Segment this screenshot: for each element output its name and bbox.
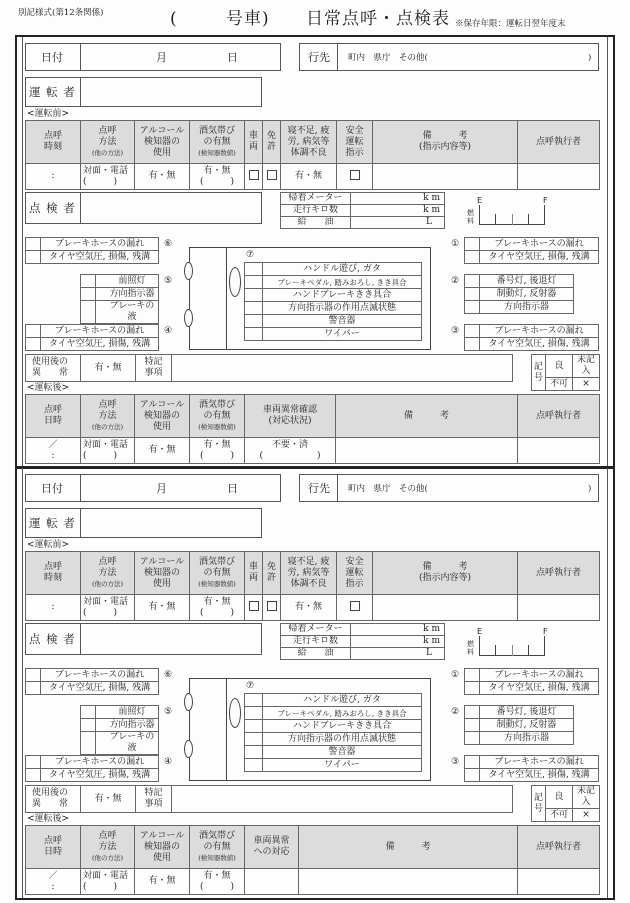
check-item: ブレーキペダル, 踏みおろし, きき具合 xyxy=(263,707,422,720)
header-alcohol: アルコール 検知器の 使用 xyxy=(135,552,190,595)
header-drink: 酒気帯び の有無 (検知器数値) xyxy=(190,121,245,164)
date-label: 日付 xyxy=(41,482,63,495)
fuel-label: 燃 料 xyxy=(467,640,474,656)
check-item: 方向指示器の作用点滅状態 xyxy=(263,302,422,315)
meter-return-value[interactable]: k m xyxy=(351,624,445,636)
header-vehicle: 車 両 xyxy=(245,552,263,595)
check-box[interactable] xyxy=(465,325,480,338)
after-driving-table xyxy=(25,825,600,895)
check-item: ブレーキの液 xyxy=(96,301,159,324)
legend-title: 記 号 xyxy=(532,786,546,822)
check-item: ブレーキペダル, 踏みおろし, きき具合 xyxy=(263,276,422,289)
check-item: 番号灯, 後退灯 xyxy=(480,275,574,288)
group-number-5: ⑤ xyxy=(164,707,173,717)
check-box[interactable] xyxy=(81,719,96,732)
drink-cell[interactable]: 有・無 ( ) xyxy=(190,595,245,621)
check-box[interactable] xyxy=(465,288,480,301)
steering-wheel-icon xyxy=(229,267,241,297)
check-item: タイヤ空気圧, 損傷, 残溝 xyxy=(480,682,599,695)
header-remarks: 備 考 (指示内容等) xyxy=(373,121,518,164)
check-box[interactable] xyxy=(26,682,41,695)
check-item: ハンドル遊び, ガタ xyxy=(263,694,422,707)
remarks-cell[interactable] xyxy=(373,164,518,190)
check-box[interactable] xyxy=(26,769,41,782)
driver-label: 運 転 者 xyxy=(29,516,76,530)
check-group-7 xyxy=(244,693,422,772)
check-item: タイヤ空気圧, 損傷, 残溝 xyxy=(41,769,159,782)
symbol-legend xyxy=(531,785,600,822)
before-driving-label: <運転前> xyxy=(27,540,70,550)
fuel-full-label: F xyxy=(543,196,548,205)
executor-cell[interactable] xyxy=(518,164,600,190)
header-time: 点呼 日時 xyxy=(26,395,81,438)
legend-x: × xyxy=(573,809,600,822)
check-box[interactable] xyxy=(465,706,480,719)
license-checkbox[interactable] xyxy=(263,595,281,621)
check-box[interactable] xyxy=(245,746,263,759)
check-box[interactable] xyxy=(465,669,480,682)
health-cell[interactable]: 有・無 xyxy=(281,164,337,190)
fuel-gauge[interactable] xyxy=(467,627,559,660)
after-use-label: 使用後の 異 常 xyxy=(26,355,81,382)
header-alcohol: アルコール 検知器の 使用 xyxy=(135,826,190,869)
check-item: ブレーキホースの漏れ xyxy=(41,238,159,251)
group-number-2: ② xyxy=(451,276,460,286)
title-open-paren: ( xyxy=(170,9,178,29)
check-box[interactable] xyxy=(26,238,41,251)
check-box[interactable] xyxy=(26,338,41,351)
check-item: ハンドブレーキきき具合 xyxy=(263,289,422,302)
time-cell[interactable]: ／ : xyxy=(26,869,81,895)
destination-label: 行先 xyxy=(308,482,330,495)
special-notes-field[interactable] xyxy=(172,786,513,813)
check-item: タイヤ空気圧, 損傷, 残溝 xyxy=(41,338,159,351)
method-cell[interactable]: 対面・電話 ( ) xyxy=(81,164,135,190)
meter-distance-value[interactable]: k m xyxy=(351,636,445,648)
check-box[interactable] xyxy=(26,325,41,338)
check-box[interactable] xyxy=(465,275,480,288)
check-group-5 xyxy=(80,705,159,755)
header-executor: 点呼執行者 xyxy=(518,552,600,595)
check-box[interactable] xyxy=(81,288,96,301)
inspector-field[interactable] xyxy=(25,623,262,655)
method-cell[interactable]: 対面・電話 ( ) xyxy=(81,595,135,621)
driver-field[interactable] xyxy=(25,77,262,107)
meter-table xyxy=(280,192,445,229)
destination-options: 町内 県庁 その他( xyxy=(348,53,428,63)
check-item: タイヤ空気圧, 損傷, 残溝 xyxy=(480,769,599,782)
destination-field[interactable] xyxy=(299,43,599,71)
destination-options: 町内 県庁 その他( xyxy=(348,484,428,494)
alcohol-cell[interactable]: 有・無 xyxy=(135,595,190,621)
legend-bad: 不可 xyxy=(546,809,573,822)
wheel-icon xyxy=(184,740,193,758)
header-method: 点呼 方法 (他の方法) xyxy=(81,826,135,869)
inspection-form-2 xyxy=(15,466,615,900)
check-box[interactable] xyxy=(245,733,263,746)
page-title: 日常点呼・点検表 xyxy=(306,9,450,29)
special-notes-label: 特記 事項 xyxy=(136,355,172,382)
remarks-cell[interactable] xyxy=(299,869,518,895)
check-item: ハンドブレーキきき具合 xyxy=(263,720,422,733)
header-time: 点呼 時刻 xyxy=(26,121,81,164)
check-item: 警音器 xyxy=(263,746,422,759)
check-item: 番号灯, 後退灯 xyxy=(480,706,574,719)
time-cell[interactable]: : xyxy=(26,595,81,621)
check-item: 前照灯 xyxy=(96,275,159,288)
destination-close: ) xyxy=(588,484,592,494)
fuel-gauge[interactable] xyxy=(467,196,559,229)
after-use-table xyxy=(25,785,513,813)
check-box[interactable] xyxy=(245,720,263,733)
check-box[interactable] xyxy=(465,769,480,782)
wheel-icon xyxy=(184,309,193,327)
meter-fuel-value[interactable]: L xyxy=(351,217,445,229)
vehicle-check-cell[interactable]: 不要・済 ( ) xyxy=(245,438,336,464)
check-group-1 xyxy=(464,237,599,264)
date-field[interactable] xyxy=(25,474,281,502)
meter-fuel-label: 給 油 xyxy=(281,648,351,660)
check-item: ワイパー xyxy=(263,759,422,772)
check-box[interactable] xyxy=(245,276,263,289)
check-box[interactable] xyxy=(81,275,96,288)
title-car-number: 号車) xyxy=(226,9,270,29)
meter-distance-label: 走行キロ数 xyxy=(281,636,351,648)
meter-return-label: 帰着メーター xyxy=(281,193,351,205)
meter-fuel-label: 給 油 xyxy=(281,217,351,229)
date-field[interactable] xyxy=(25,43,281,71)
day-label: 日 xyxy=(227,482,238,495)
wheel-icon xyxy=(184,262,193,280)
after-use-table xyxy=(25,354,513,382)
header-vehicle-check: 車両異常確認 (対応状況) xyxy=(245,395,336,438)
method-cell[interactable]: 対面・電話 ( ) xyxy=(81,438,135,464)
safety-checkbox[interactable] xyxy=(337,164,373,190)
symbol-legend xyxy=(531,354,600,391)
month-label: 月 xyxy=(156,51,167,64)
header-executor: 点呼執行者 xyxy=(518,395,600,438)
check-item: ブレーキホースの漏れ xyxy=(41,756,159,769)
legend-unfilled: 未記入 xyxy=(573,786,600,809)
header-drink: 酒気帯び の有無 (検知器数値) xyxy=(190,552,245,595)
header-time: 点呼 日時 xyxy=(26,826,81,869)
remarks-cell[interactable] xyxy=(373,595,518,621)
check-group-6 xyxy=(25,237,159,264)
check-item: 方向指示器 xyxy=(480,301,574,314)
method-cell[interactable]: 対面・電話 ( ) xyxy=(81,869,135,895)
check-item: 方向指示器の作用点滅状態 xyxy=(263,733,422,746)
after-driving-label: <運転後> xyxy=(27,814,70,824)
check-box[interactable] xyxy=(465,732,480,745)
check-item: 制動灯, 反射器 xyxy=(480,288,574,301)
alcohol-cell[interactable]: 有・無 xyxy=(135,438,190,464)
form-reference: 別記様式(第12条関係) xyxy=(18,8,104,18)
header-executor: 点呼執行者 xyxy=(518,121,600,164)
check-item: ブレーキホースの漏れ xyxy=(41,669,159,682)
after-driving-table xyxy=(25,394,600,464)
fuel-empty-label: E xyxy=(477,627,483,636)
header-vehicle: 車 両 xyxy=(245,121,263,164)
check-box[interactable] xyxy=(26,669,41,682)
check-item: ブレーキホースの漏れ xyxy=(41,325,159,338)
header-time: 点呼 時刻 xyxy=(26,552,81,595)
driver-label: 運 転 者 xyxy=(29,85,76,99)
check-box[interactable] xyxy=(81,706,96,719)
header-executor: 点呼執行者 xyxy=(518,826,600,869)
legend-good: 良 xyxy=(546,786,573,809)
group-number-5: ⑤ xyxy=(164,276,173,286)
special-notes-field[interactable] xyxy=(172,355,513,382)
health-cell[interactable]: 有・無 xyxy=(281,595,337,621)
executor-cell[interactable] xyxy=(518,438,600,464)
check-box[interactable] xyxy=(245,707,263,720)
check-box[interactable] xyxy=(465,301,480,314)
after-use-value[interactable]: 有・無 xyxy=(81,786,136,813)
meter-return-label: 帰着メーター xyxy=(281,624,351,636)
meter-table xyxy=(280,623,445,660)
date-label: 日付 xyxy=(41,51,63,64)
check-box[interactable] xyxy=(465,251,480,264)
fuel-label: 燃 料 xyxy=(467,209,474,225)
group-number-4: ④ xyxy=(164,326,173,336)
group-number-1: ① xyxy=(451,670,460,680)
time-cell[interactable]: ／ : xyxy=(26,438,81,464)
check-box[interactable] xyxy=(245,315,263,328)
check-box[interactable] xyxy=(245,302,263,315)
group-number-3: ③ xyxy=(451,757,460,767)
header-health: 寝不足, 疲 労, 病気等 体調不良 xyxy=(281,552,337,595)
check-box[interactable] xyxy=(245,694,263,707)
check-box[interactable] xyxy=(465,756,480,769)
inspector-label: 点 検 者 xyxy=(29,201,76,215)
check-item: 方向指示器 xyxy=(96,719,159,732)
executor-cell[interactable] xyxy=(518,869,600,895)
header-method: 点呼 方法 (他の方法) xyxy=(81,121,135,164)
check-item: タイヤ空気圧, 損傷, 残溝 xyxy=(480,251,599,264)
check-box[interactable] xyxy=(465,682,480,695)
check-item: 方向指示器 xyxy=(480,732,574,745)
check-group-3 xyxy=(464,755,599,782)
header-method: 点呼 方法 (他の方法) xyxy=(81,552,135,595)
safety-checkbox[interactable] xyxy=(337,595,373,621)
check-item: タイヤ空気圧, 損傷, 残溝 xyxy=(41,251,159,264)
header-safety: 安全 運転 指示 xyxy=(337,552,373,595)
day-label: 日 xyxy=(227,51,238,64)
check-box[interactable] xyxy=(81,301,96,324)
check-group-5 xyxy=(80,274,159,324)
legend-unfilled: 未記入 xyxy=(573,355,600,378)
check-group-7 xyxy=(244,262,422,341)
before-driving-table xyxy=(25,120,600,190)
header-health: 寝不足, 疲 労, 病気等 体調不良 xyxy=(281,121,337,164)
check-group-2 xyxy=(464,705,574,745)
fuel-empty-label: E xyxy=(477,196,483,205)
before-driving-label: <運転前> xyxy=(27,109,70,119)
header-license: 免 許 xyxy=(263,552,281,595)
wheel-icon xyxy=(184,693,193,711)
meter-distance-label: 走行キロ数 xyxy=(281,205,351,217)
check-box[interactable] xyxy=(26,251,41,264)
check-group-4 xyxy=(25,755,159,782)
group-number-6: ⑥ xyxy=(164,670,173,680)
header-remarks: 備 考 xyxy=(336,395,518,438)
destination-close: ) xyxy=(588,53,592,63)
driver-field[interactable] xyxy=(25,508,262,538)
header-method: 点呼 方法 (他の方法) xyxy=(81,395,135,438)
header-vehicle-check: 車両異常 への対応 xyxy=(245,826,299,869)
check-item: ブレーキの液 xyxy=(96,732,159,755)
check-item: 警音器 xyxy=(263,315,422,328)
check-group-1 xyxy=(464,668,599,695)
meter-distance-value[interactable]: k m xyxy=(351,205,445,217)
header-remarks: 備 考 xyxy=(299,826,518,869)
group-number-1: ① xyxy=(451,239,460,249)
meter-return-value[interactable]: k m xyxy=(351,193,445,205)
header-drink: 酒気帯び の有無 (検知器数値) xyxy=(190,826,245,869)
inspection-form-1 xyxy=(15,35,615,469)
check-item: ブレーキホースの漏れ xyxy=(480,325,599,338)
alcohol-cell[interactable]: 有・無 xyxy=(135,869,190,895)
group-number-6: ⑥ xyxy=(164,239,173,249)
destination-field[interactable] xyxy=(299,474,599,502)
check-item: 方向指示器 xyxy=(96,288,159,301)
check-group-3 xyxy=(464,324,599,351)
header-safety: 安全 運転 指示 xyxy=(337,121,373,164)
legend-bad: 不可 xyxy=(546,378,573,391)
check-box[interactable] xyxy=(245,289,263,302)
alcohol-cell[interactable]: 有・無 xyxy=(135,164,190,190)
check-item: 制動灯, 反射器 xyxy=(480,719,574,732)
check-item: 前照灯 xyxy=(96,706,159,719)
check-box[interactable] xyxy=(26,756,41,769)
after-use-label: 使用後の 異 常 xyxy=(26,786,81,813)
header-drink: 酒気帯び の有無 (検知器数値) xyxy=(190,395,245,438)
drink-cell[interactable]: 有・無 ( ) xyxy=(190,438,245,464)
meter-fuel-value[interactable]: L xyxy=(351,648,445,660)
check-item: タイヤ空気圧, 損傷, 残溝 xyxy=(41,682,159,695)
legend-title: 記 号 xyxy=(532,355,546,391)
check-box[interactable] xyxy=(245,759,263,772)
check-item: ワイパー xyxy=(263,328,422,341)
check-box[interactable] xyxy=(465,719,480,732)
time-cell[interactable]: : xyxy=(26,164,81,190)
after-use-value[interactable]: 有・無 xyxy=(81,355,136,382)
drink-cell[interactable]: 有・無 ( ) xyxy=(190,164,245,190)
group-number-3: ③ xyxy=(451,326,460,336)
check-item: ブレーキホースの漏れ xyxy=(480,669,599,682)
check-box[interactable] xyxy=(245,263,263,276)
executor-cell[interactable] xyxy=(518,595,600,621)
group-number-2: ② xyxy=(451,707,460,717)
check-box[interactable] xyxy=(465,238,480,251)
header-alcohol: アルコール 検知器の 使用 xyxy=(135,121,190,164)
vehicle-checkbox[interactable] xyxy=(245,164,263,190)
legend-good: 良 xyxy=(546,355,573,378)
vehicle-checkbox[interactable] xyxy=(245,595,263,621)
check-item: ハンドル遊び, ガタ xyxy=(263,263,422,276)
header-alcohol: アルコール 検知器の 使用 xyxy=(135,395,190,438)
steering-wheel-icon xyxy=(229,698,241,728)
header-license: 免 許 xyxy=(263,121,281,164)
special-notes-label: 特記 事項 xyxy=(136,786,172,813)
license-checkbox[interactable] xyxy=(263,164,281,190)
before-driving-table xyxy=(25,551,600,621)
vehicle-check-cell[interactable] xyxy=(245,869,299,895)
check-box[interactable] xyxy=(465,338,480,351)
retention-note: ※保存年限：運転日翌年度末 xyxy=(455,19,566,29)
month-label: 月 xyxy=(156,482,167,495)
group-number-7: ⑦ xyxy=(246,250,255,260)
fuel-full-label: F xyxy=(543,627,548,636)
group-number-4: ④ xyxy=(164,757,173,767)
check-group-2 xyxy=(464,274,574,314)
remarks-cell[interactable] xyxy=(336,438,518,464)
drink-cell[interactable]: 有・無 ( ) xyxy=(190,869,245,895)
legend-x: × xyxy=(573,378,600,391)
check-item: ブレーキホースの漏れ xyxy=(480,238,599,251)
inspector-field[interactable] xyxy=(25,192,262,224)
check-group-6 xyxy=(25,668,159,695)
header-remarks: 備 考 (指示内容等) xyxy=(373,552,518,595)
after-driving-label: <運転後> xyxy=(27,383,70,393)
inspector-label: 点 検 者 xyxy=(29,632,76,646)
group-number-7: ⑦ xyxy=(246,681,255,691)
check-item: タイヤ空気圧, 損傷, 残溝 xyxy=(480,338,599,351)
check-item: ブレーキホースの漏れ xyxy=(480,756,599,769)
destination-label: 行先 xyxy=(308,51,330,64)
check-box[interactable] xyxy=(81,732,96,755)
check-box[interactable] xyxy=(245,328,263,341)
check-group-4 xyxy=(25,324,159,351)
